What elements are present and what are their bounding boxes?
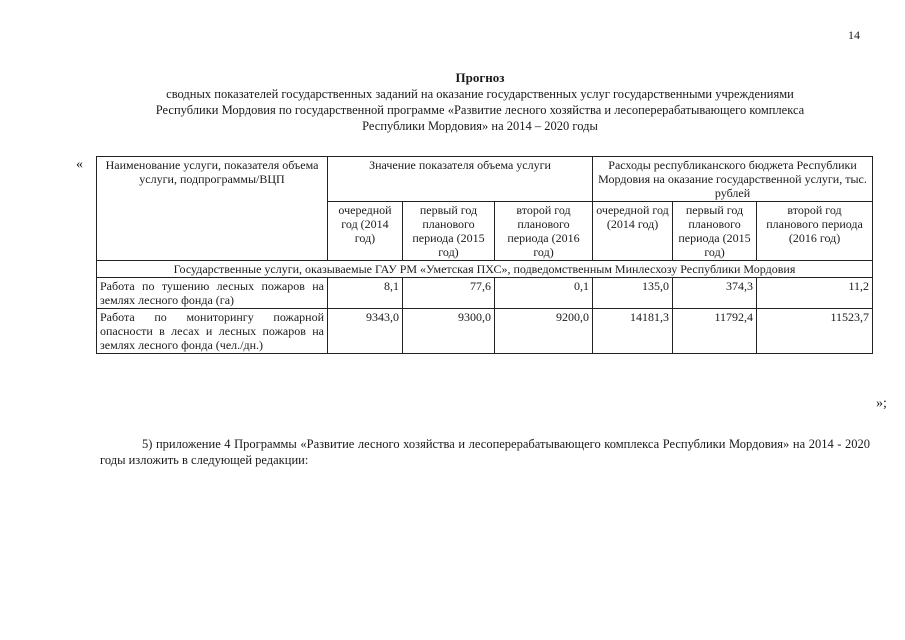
subheader-cell: второй год планового периода (2016 год)	[757, 202, 873, 261]
table-header-row	[97, 157, 873, 202]
subtitle-line: Республики Мордовия» на 2014 – 2020 годы	[362, 119, 598, 133]
close-quote: »;	[876, 396, 887, 411]
section-row	[97, 261, 873, 278]
table-cell: 77,6	[403, 278, 495, 309]
document-title: Прогноз	[455, 70, 505, 85]
section-title: Государственные услуги, оказываемые ГАУ РМ «Уметская ПХС», подведомственным Минлесхозу Республики Мордовия	[97, 261, 873, 278]
table-cell: 11523,7	[757, 309, 873, 354]
column-header-name: Наименование услуги, показателя объема услуги, подпрограммы/ВЦП	[97, 157, 328, 261]
subheader-cell: очередной год (2014 год)	[328, 202, 403, 261]
body-paragraph: 5) приложение 4 Программы «Развитие лесного хозяйства и лесоперерабатывающего комплекса Республики Мордовия» на 2014 - 2020 годы изложить в следующей редакции:	[100, 437, 870, 467]
table-cell: 8,1	[328, 278, 403, 309]
row-name: Работа по тушению лесных пожаров на землях лесного фонда (га)	[97, 278, 328, 309]
table-cell: 135,0	[593, 278, 673, 309]
forecast-table	[96, 156, 873, 354]
table-cell: 9200,0	[495, 309, 593, 354]
page-number: 14	[848, 28, 860, 42]
table-cell: 11,2	[757, 278, 873, 309]
document-header	[100, 70, 860, 134]
open-quote: «	[76, 157, 83, 172]
table-cell: 374,3	[673, 278, 757, 309]
subtitle-line: сводных показателей государственных заданий на оказание государственных услуг государственными учреждениями	[166, 87, 794, 101]
table-cell: 11792,4	[673, 309, 757, 354]
subtitle-line: Республики Мордовия по государственной программе «Развитие лесного хозяйства и лесоперерабатывающего комплекса	[155, 103, 805, 117]
column-header-volume: Значение показателя объема услуги	[328, 157, 593, 202]
column-header-budget: Расходы республиканского бюджета Республики Мордовия на оказание государственной услуги, тыс. рублей	[593, 157, 873, 202]
row-name: Работа по мониторингу пожарной опасности в лесах и лесных пожаров на землях лесного фонда (чел./дн.)	[97, 309, 328, 354]
subheader-cell: первый год планового периода (2015 год)	[673, 202, 757, 261]
table-cell: 9300,0	[403, 309, 495, 354]
table-cell: 9343,0	[328, 309, 403, 354]
subheader-cell: первый год планового периода (2015 год)	[403, 202, 495, 261]
subheader-cell: второй год планового периода (2016 год)	[495, 202, 593, 261]
table-row	[97, 309, 873, 354]
table-cell: 0,1	[495, 278, 593, 309]
table-cell: 14181,3	[593, 309, 673, 354]
table-row	[97, 278, 873, 309]
subheader-cell: очередной год (2014 год)	[593, 202, 673, 261]
